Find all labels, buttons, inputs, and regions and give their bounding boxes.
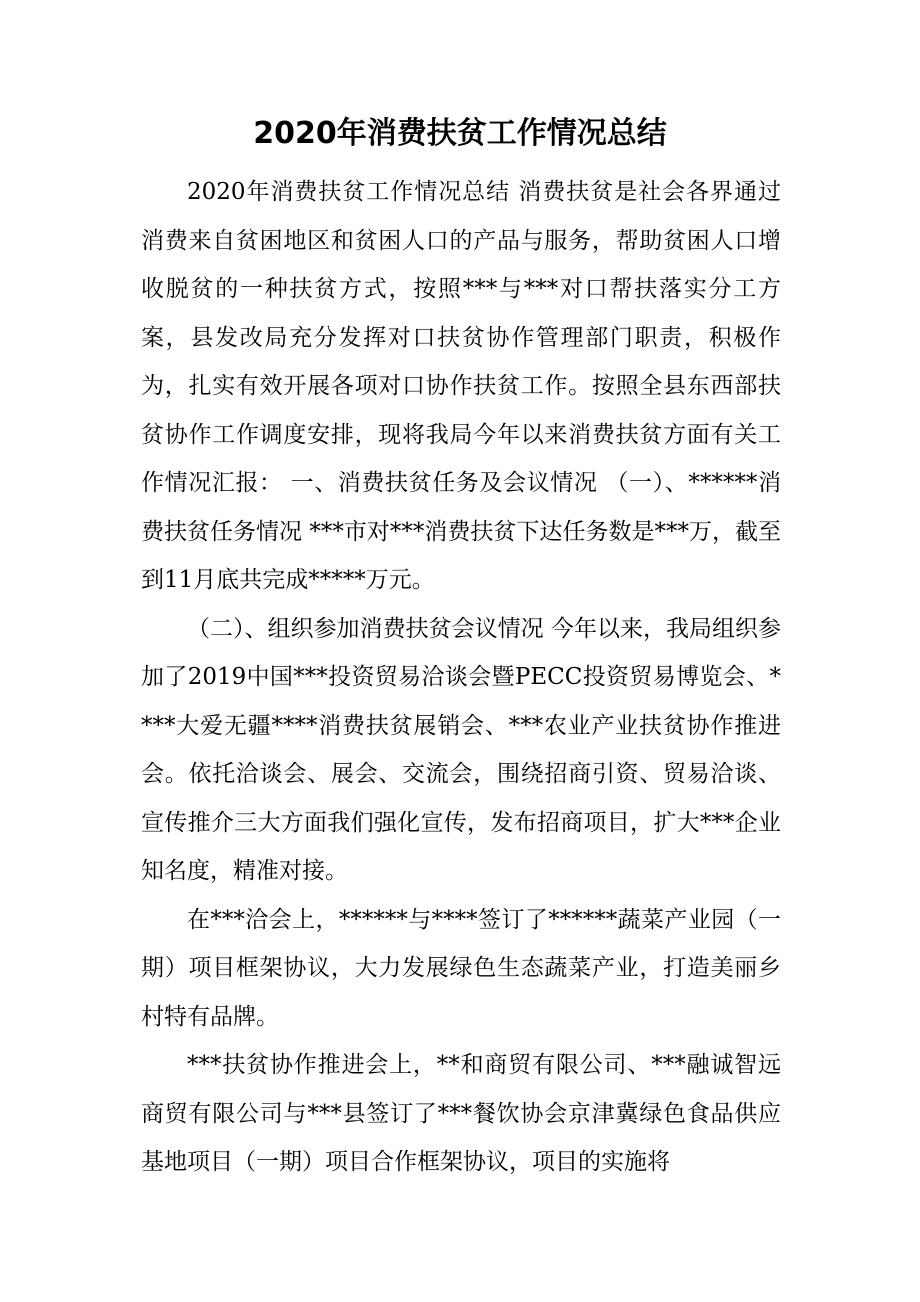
paragraph-1: 2020年消费扶贫工作情况总结 消费扶贫是社会各界通过消费来自贫困地区和贫困人口的产品与服务，帮助贫困人口增收脱贫的一种扶贫方式，按照***与***对口帮扶落实分工方案，县发改局充分发挥对口扶贫协作管理部门职责，积极作为，扎实有效开展各项对口协作扶贫工作。按照全县东西部扶贫协作工作调度安排，现将我局今年以来消费扶贫方面有关工作情况汇报： 一、消费扶贫任务及会议情况 （一）、******消费扶贫任务情况 ***市对***消费扶贫下达任务数是***万，截至到11月底共完成*****万元。: [141, 179, 781, 593]
document-body: [141, 168, 781, 1187]
paragraph-4: ***扶贫协作推进会上，**和商贸有限公司、***融诚智远商贸有限公司与***县签订了***餐饮协会京津冀绿色食品供应基地项目（一期）项目合作框架协议，项目的实施将: [141, 1052, 781, 1175]
document-title: 2020年消费扶贫工作情况总结: [253, 116, 667, 151]
paragraph-2: （二）、组织参加消费扶贫会议情况 今年以来，我局组织参加了2019中国***投资贸易洽谈会暨PECC投资贸易博览会、****大爱无疆****消费扶贫展销会、***农业产业扶贫协作推进会。依托洽谈会、展会、交流会，围绕招商引资、贸易洽谈、宣传推介三大方面我们强化宣传，发布招商项目，扩大***企业知名度，精准对接。: [141, 615, 781, 884]
paragraph-3: 在***洽会上，******与****签订了******蔬菜产业园（一期）项目框架协议，大力发展绿色生态蔬菜产业，打造美丽乡村特有品牌。: [141, 906, 781, 1030]
